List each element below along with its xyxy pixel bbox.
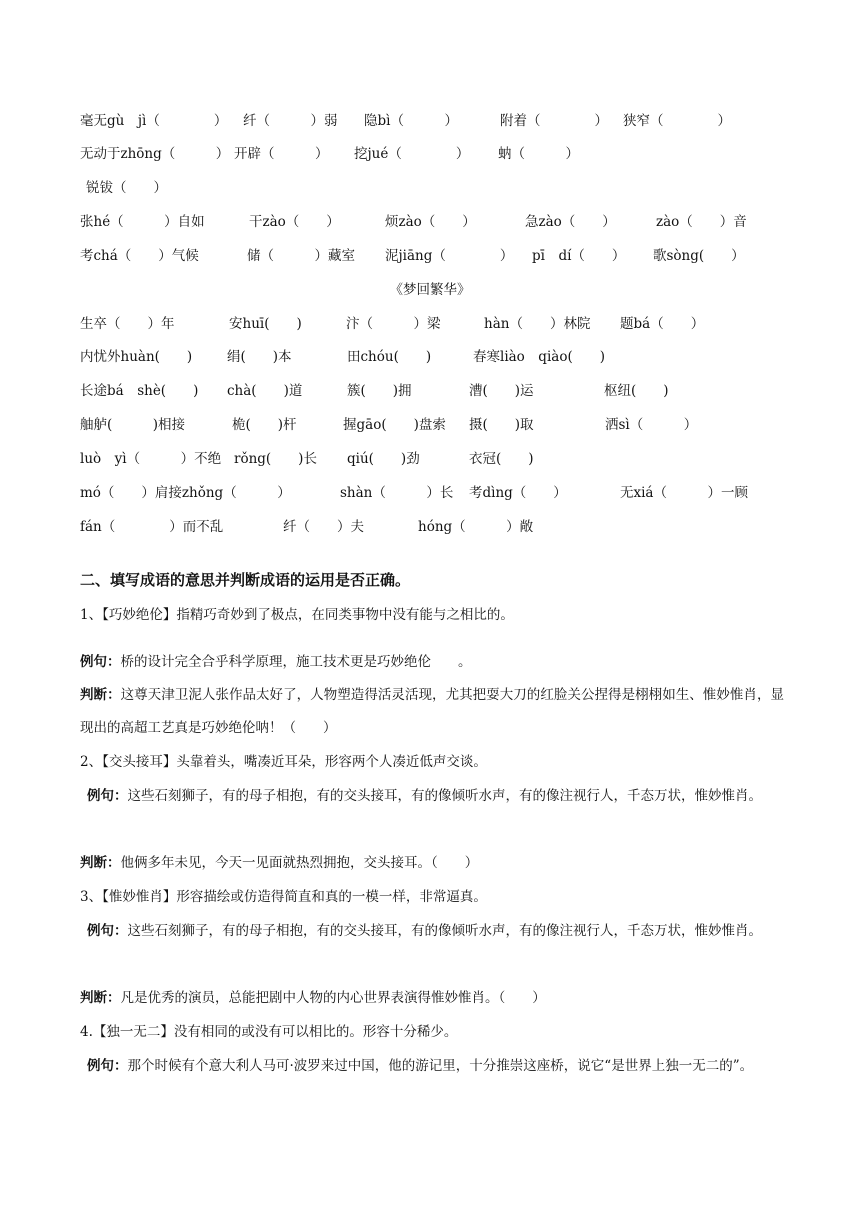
fill-item: 泥jiāng（ ） (385, 248, 514, 264)
fill-item: 长途bá shè( ) (80, 383, 199, 399)
idiom-head: 4.【独一无二】没有相同的或没有可以相比的。形容十分稀少。 (80, 1024, 458, 1040)
idiom-example (80, 646, 784, 679)
fill-item: 舳舻( )相接 (80, 417, 186, 433)
idiom-judge (80, 847, 784, 880)
fill-item: 簇( )拥 (347, 383, 412, 399)
idiom-example (80, 1050, 784, 1083)
fill-item: 考dìng（ ） (469, 485, 567, 501)
fill-item: 纤（ ）弱 (243, 113, 338, 129)
judge-label: 判断： (80, 687, 121, 703)
fill-item: 考chá（ ）气候 (80, 248, 199, 264)
fill-item: 内忧外huàn( ) (80, 349, 193, 365)
fill-item: pī dí（ ） (532, 248, 626, 264)
fill-item: 洒sì（ ） (605, 417, 698, 433)
fill-item: 春寒liào qiào( ) (473, 349, 605, 365)
judge-text: 凡是优秀的演员，总能把剧中人物的内心世界表演得惟妙惟肖。（ ） (120, 990, 546, 1006)
fill-item: 储（ ）藏室 (247, 248, 355, 264)
example-label: 例句： (80, 654, 121, 670)
fill-item: 无xiá（ ）一顾 (620, 485, 748, 501)
fill-item: hóng（ ）敞 (418, 519, 534, 535)
fill-item: 毫无gù jì（ ） (80, 113, 228, 129)
fill-row-4 (0, 211, 860, 233)
fill-item: 纤（ ）夫 (283, 519, 364, 535)
fill-item: 蚋（ ） (498, 146, 579, 162)
judge-text: 这尊天津卫泥人张作品太好了，人物塑造得活灵活现，尤其把耍大刀的红脸关公捏得是栩栩如生、惟妙惟肖，显现出的高超工艺真是巧妙绝伦呐！（ ） (80, 687, 785, 736)
fill-item: fán（ ）而不乱 (80, 519, 224, 535)
fill-row-3 (0, 177, 860, 199)
idiom-head: 2、【交头接耳】头靠着头，嘴凑近耳朵，形容两个人凑近低声交谈。 (80, 754, 487, 770)
idiom-head: 1、【巧妙绝伦】指精巧奇妙到了极点，在同类事物中没有能与之相比的。 (80, 607, 514, 623)
fill-row-8 (0, 380, 860, 402)
fill-item: chà( )道 (227, 383, 303, 399)
fill-item: luò yì（ ）不绝 (80, 451, 222, 467)
fill-item: 干zào（ ） (249, 214, 340, 230)
fill-item: shàn（ ）长 (340, 485, 454, 501)
fill-item: rǒng( )长 (234, 451, 317, 467)
fill-item: 枢纽( ) (604, 383, 669, 399)
judge-label: 判断： (80, 990, 121, 1006)
fill-item: 田chóu( ) (347, 349, 432, 365)
fill-row-2 (0, 143, 860, 165)
judge-text: 他俩多年未见，今天一见面就热烈拥抱，交头接耳。（ ） (120, 855, 479, 871)
example-label: 例句： (87, 788, 128, 804)
fill-row-12 (0, 516, 860, 538)
fill-item: 烦zào（ ） (385, 214, 476, 230)
fill-row-7 (0, 346, 860, 368)
idiom-head: 3、【惟妙惟肖】形容描绘或仿造得简直和真的一模一样，非常逼真。 (80, 889, 487, 905)
example-text: 桥的设计完全合乎科学原理，施工技术更是巧妙绝伦 。 (120, 654, 472, 670)
fill-item: 生卒（ ）年 (80, 316, 175, 332)
fill-item: hàn（ ）林院 (484, 316, 591, 332)
fill-item: zào（ ）音 (656, 214, 747, 230)
fill-item: 歌sòng( ） (653, 248, 745, 264)
fill-item: 锐钹（ ） (86, 180, 167, 196)
fill-row-10 (0, 448, 860, 470)
section-heading: 二、填写成语的意思并判断成语的运用是否正确。 (80, 571, 411, 589)
fill-item: 隐bì（ ） (364, 113, 458, 129)
fill-row-6 (0, 313, 860, 335)
example-label: 例句： (87, 1058, 128, 1074)
fill-item: 开辟（ ） (234, 146, 329, 162)
fill-item: 汴（ ）梁 (346, 316, 441, 332)
lesson-subtitle: 《梦回繁华》 (389, 282, 471, 298)
fill-item: 挖jué（ ） (354, 146, 470, 162)
idiom-example (80, 780, 784, 813)
fill-item: 握gāo( )盘索 (343, 417, 446, 433)
fill-row-1 (0, 110, 860, 132)
fill-item: 狭窄（ ） (623, 113, 731, 129)
fill-row-5 (0, 245, 860, 267)
fill-row-11 (0, 482, 860, 504)
fill-row-9 (0, 414, 860, 436)
judge-label: 判断： (80, 855, 121, 871)
fill-item: 摄( )取 (469, 417, 534, 433)
fill-item: 张hé（ ）自如 (80, 214, 205, 230)
fill-item: 桅( )杆 (232, 417, 297, 433)
fill-item: 漕( )运 (469, 383, 534, 399)
idiom-judge (80, 679, 784, 745)
fill-item: 衣冠( ) (469, 451, 534, 467)
fill-item: 无动于zhōng（ ） (80, 146, 230, 162)
idiom-example (80, 915, 784, 948)
example-text: 这些石刻狮子，有的母子相抱，有的交头接耳，有的像倾听水声，有的像注视行人，千态万状，惟妙惟肖。 (127, 788, 762, 804)
fill-item: mó（ ）肩接zhǒng（ ） (80, 485, 291, 501)
example-text: 那个时候有个意大利人马可·波罗来过中国，他的游记里，十分推崇这座桥，说它“是世界上独一无二的”。 (127, 1058, 754, 1074)
fill-item: 绢( )本 (227, 349, 292, 365)
fill-item: 安huī( ) (229, 316, 302, 332)
example-text: 这些石刻狮子，有的母子相抱，有的交头接耳，有的像倾听水声，有的像注视行人，千态万状，惟妙惟肖。 (127, 923, 762, 939)
fill-item: qiú( )劲 (347, 451, 420, 467)
fill-item: 急zào（ ） (525, 214, 616, 230)
fill-item: 附着（ ） (500, 113, 608, 129)
fill-item: 题bá（ ） (620, 316, 705, 332)
idiom-judge (80, 982, 784, 1015)
example-label: 例句： (87, 923, 128, 939)
